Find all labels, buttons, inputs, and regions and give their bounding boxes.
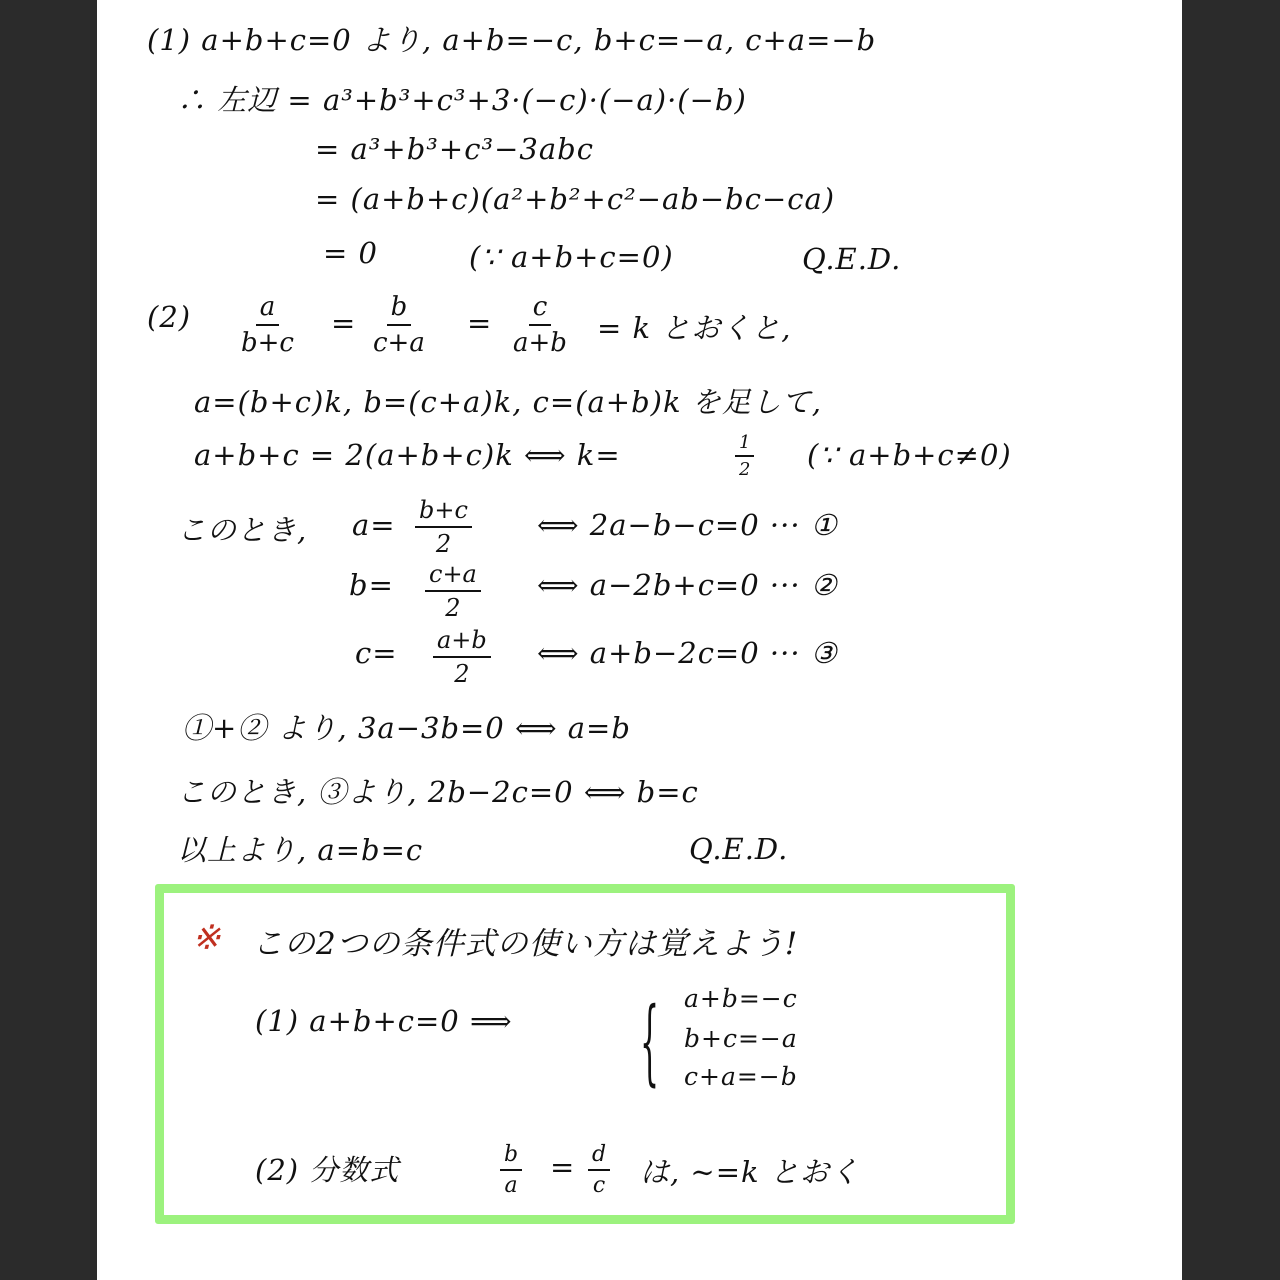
frac-denominator: b+c (241, 328, 294, 358)
part2-tail: = k とおくと, (597, 311, 792, 345)
frac-numerator: b (500, 1142, 522, 1171)
note-mark: ※ (192, 918, 222, 958)
part2-frac-c (509, 292, 571, 358)
note-item1-label: (1) a+b+c=0 ⟹ (255, 1004, 513, 1038)
frac-numerator: 1 (735, 432, 754, 457)
note-frac-1 (500, 1142, 522, 1198)
part2-equals: = (331, 306, 357, 340)
frac-denominator: 2 (739, 459, 751, 480)
note-frac-2 (588, 1142, 610, 1198)
frac-denominator: 2 (445, 594, 461, 622)
frac-numerator: d (588, 1142, 610, 1171)
frac-denominator: 2 (454, 660, 470, 688)
frac-numerator: a+b (433, 626, 491, 658)
part2-qed: Q.E.D. (689, 832, 789, 866)
part1-line3: = a³+b³+c³−3abc (315, 132, 594, 166)
part2-line3: a+b+c = 2(a+b+c)k ⟺ k= (194, 438, 621, 472)
eq-a-rhs: ⟺ 2a−b−c=0 ··· ① (537, 508, 838, 542)
eq-a-lhs: a= (352, 508, 396, 542)
part2-k-frac (735, 432, 754, 480)
part2-line9: 以上より, a=b=c (177, 833, 424, 867)
part1-reason: (∵ a+b+c=0) (469, 240, 674, 274)
frac-numerator: b (387, 292, 412, 326)
eq-b-rhs: ⟺ a−2b+c=0 ··· ② (537, 568, 838, 602)
eq-c-lhs: c= (355, 636, 398, 670)
eq-c-frac (433, 626, 491, 688)
frac-numerator: a (256, 292, 280, 326)
part2-equals: = (467, 306, 493, 340)
eq-a-frac (415, 496, 472, 558)
part2-line3-reason: (∵ a+b+c≠0) (807, 438, 1012, 472)
note-title: この2つの条件式の使い方は覚えよう! (252, 926, 799, 962)
part1-line4: = (a+b+c)(a²+b²+c²−ab−bc−ca) (315, 182, 836, 216)
eq-b-frac (425, 560, 481, 622)
frac-numerator: c+a (425, 560, 481, 592)
frac-denominator: c (592, 1173, 606, 1198)
part2-konotoki: このとき, (177, 513, 308, 547)
part2-frac-b (369, 292, 429, 358)
part1-qed: Q.E.D. (802, 242, 902, 276)
part2-line2: a=(b+c)k, b=(c+a)k, c=(a+b)k を足して, (194, 385, 822, 419)
note-item2-equals: = (550, 1150, 576, 1184)
frac-denominator: a (504, 1173, 518, 1198)
left-brace-icon: { (640, 990, 660, 1099)
eq-c-rhs: ⟺ a+b−2c=0 ··· ③ (537, 636, 838, 670)
frac-denominator: 2 (435, 530, 452, 558)
frac-numerator: b+c (415, 496, 472, 528)
note-item2-tail: は, ∼=k とおく (640, 1155, 860, 1189)
part2-frac-a (237, 292, 298, 358)
part2-line7: ①+② より, 3a−3b=0 ⟺ a=b (182, 711, 631, 745)
part2-label: (2) (147, 300, 192, 334)
part1-line5: = 0 (323, 236, 378, 270)
note-item2-label: (2) 分数式 (255, 1153, 400, 1187)
eq-b-lhs: b= (349, 568, 394, 602)
frac-numerator: c (529, 292, 552, 326)
note-case-1: a+b=−c (684, 984, 798, 1013)
frac-denominator: a+b (513, 328, 567, 358)
part2-line8: このとき, ③より, 2b−2c=0 ⟺ b=c (177, 775, 699, 809)
part1-line1: (1) a+b+c=0 より, a+b=−c, b+c=−a, c+a=−b (147, 23, 877, 57)
note-case-3: c+a=−b (684, 1062, 798, 1091)
part1-line2: ∴ 左辺 = a³+b³+c³+3·(−c)·(−a)·(−b) (177, 83, 747, 117)
note-case-2: b+c=−a (684, 1024, 798, 1053)
frac-denominator: c+a (373, 328, 425, 358)
